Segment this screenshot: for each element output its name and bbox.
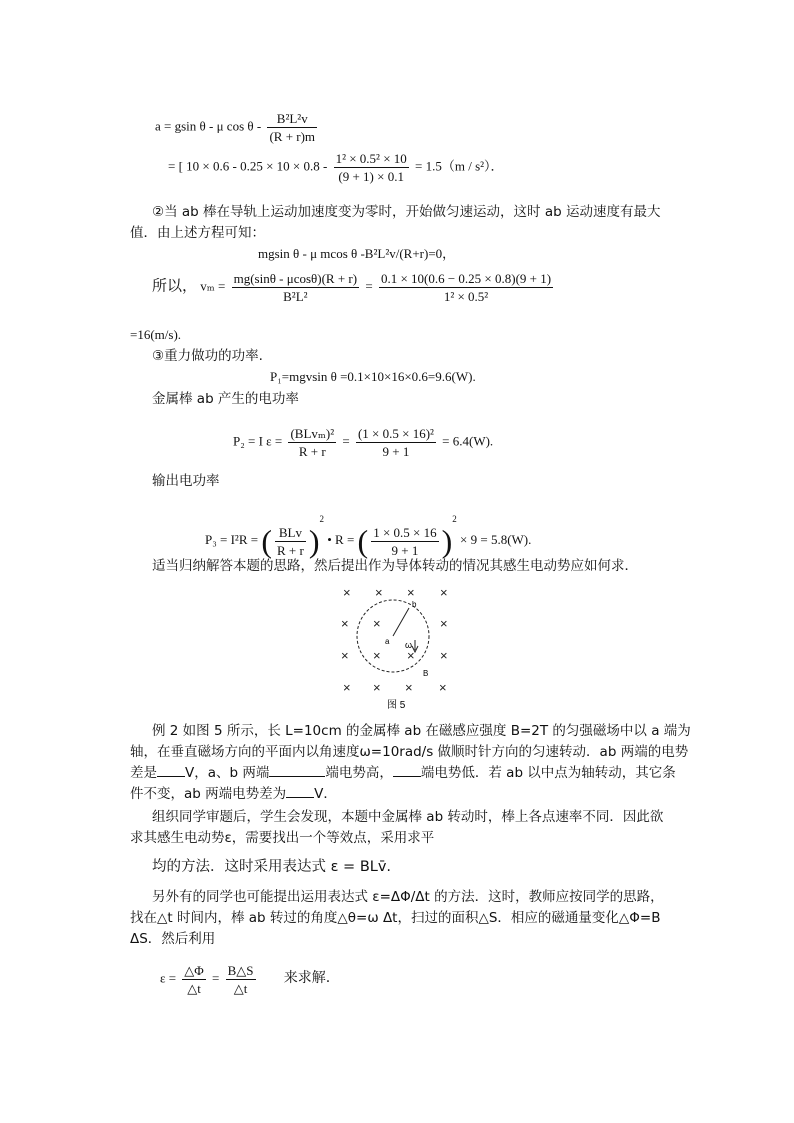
example-line: 例 2 如图 5 所示，长 L=10cm 的金属棒 ab 在磁感应强度 B=2T 的匀强磁场中以 a 端为: [152, 723, 691, 739]
paragraph-line: 均的方法．这时采用表达式 ε = BLv̄.: [152, 859, 392, 875]
eq-lhs: a = gsin θ - μ cos θ -: [155, 118, 262, 134]
fraction: [232, 270, 360, 305]
paragraph-line: 求其感生电动势ε，需要找出一个等效点，采用求平: [130, 830, 435, 846]
denominator: B²L²: [283, 289, 308, 304]
paragraph-line: 适当归纳解答本题的思路，然后提出作为导体转动的情况其感生电动势应如何求．: [152, 558, 638, 574]
answer-blank: [157, 764, 185, 777]
fraction: [275, 524, 306, 559]
field-cross: ×: [440, 648, 448, 663]
label-B: B: [423, 669, 429, 678]
left-paren: (: [357, 523, 369, 560]
denominator: 9 + 1: [382, 444, 410, 459]
denominator: 1² × 0.5²: [443, 289, 489, 304]
eq-sign: =: [212, 970, 220, 986]
eq-prefix: = [ 10 × 0.6 - 0.25 × 10 × 0.8 -: [168, 158, 328, 174]
text-segment: 件不变，ab 两端电势差为: [130, 786, 287, 802]
answer-blank: [393, 764, 421, 777]
eq-result: × 9 = 5.8(W).: [460, 532, 532, 547]
field-cross: ×: [407, 585, 415, 600]
eq-sign: =: [365, 278, 373, 294]
item-heading: ③重力做功的功率.: [152, 348, 263, 364]
numerator: (BLvₘ)²: [290, 426, 335, 441]
figure-rotating-rod: [335, 582, 475, 712]
metal-rod: [393, 608, 409, 636]
text-segment: 端电势高，: [325, 765, 393, 781]
field-cross: ×: [440, 616, 448, 631]
paragraph-line: 另外有的同学也可能提出运用表达式 ε=ΔΦ/Δt 的方法．这时，教师应按同学的思路，: [152, 889, 664, 905]
field-cross: ×: [373, 680, 381, 695]
numerator: △Φ: [184, 963, 204, 978]
text-segment: V．: [314, 786, 337, 802]
field-cross: ×: [405, 680, 413, 695]
denominator: R + r: [298, 444, 326, 459]
label-omega: ω: [405, 640, 413, 650]
denominator: △t: [187, 981, 201, 996]
eq-lhs: ε =: [160, 970, 177, 986]
magnetic-field-crosses: [341, 585, 448, 695]
denominator: △t: [233, 981, 248, 996]
text-segment: 差是: [130, 765, 157, 781]
equation-balance: mgsin θ - μ mcos θ -B²L²v/(R+r)=0，: [258, 246, 456, 261]
numerator: 1 × 0.5 × 16: [373, 524, 437, 540]
paragraph-line: 找在△t 时间内，棒 ab 转过的角度△θ=ω Δt，扫过的面积△S．相应的磁通量变化△Φ=B: [130, 910, 661, 926]
paragraph-line: ②当 ab 棒在导轨上运动加速度变为零时，开始做匀速运动，这时 ab 运动速度有最大: [152, 204, 661, 220]
field-cross: ×: [343, 585, 351, 600]
exponent: 2: [452, 514, 457, 524]
equation-acceleration-value: [168, 150, 504, 185]
equation-output-power: [205, 510, 531, 559]
fraction: [226, 962, 256, 997]
numerator: 0.1 × 10(0.6 − 0.25 × 0.8)(9 + 1): [380, 271, 552, 286]
field-cross: ×: [373, 648, 381, 663]
figure-caption: 图 5: [387, 700, 406, 711]
exponent: 2: [319, 514, 324, 524]
eq-sign: =: [342, 433, 350, 449]
eq-lhs: P₃ = I²R =: [205, 532, 259, 547]
field-cross: ×: [375, 585, 383, 600]
field-cross: ×: [440, 585, 448, 600]
numerator: (1 × 0.5 × 16)²: [357, 426, 434, 441]
fraction: [288, 425, 336, 460]
denominator: (9 + 1) × 0.1: [338, 169, 404, 184]
equation-max-velocity: [152, 270, 556, 305]
field-cross: ×: [343, 680, 351, 695]
left-paren: (: [261, 523, 272, 560]
equation-acceleration: [155, 110, 320, 145]
fraction: [356, 425, 436, 460]
example-line: [130, 764, 676, 782]
label-line: 金属棒 ab 产生的电功率: [152, 391, 299, 407]
paragraph-line: 组织同学审题后，学生会发现，本题中金属棒 ab 转动时，棒上各点速率不同．因此欲: [152, 809, 664, 825]
field-cross: ×: [407, 648, 415, 663]
fraction: [371, 524, 438, 559]
denominator: 9 + 1: [391, 542, 419, 558]
field-cross: ×: [341, 616, 349, 631]
label-a: a: [385, 637, 390, 646]
paragraph-line: 值．由上述方程可知：: [130, 225, 265, 241]
eq-vm: vₘ =: [200, 278, 226, 294]
denominator: (R + r)m: [269, 129, 316, 144]
field-cross: ×: [439, 680, 447, 695]
answer-blank: [269, 764, 325, 777]
equation-electric-power: [233, 425, 493, 460]
numerator: 1² × 0.5² × 10: [335, 151, 407, 166]
equation-gravity-power: P₁=mgvsin θ =0.1×10×16×0.6=9.6(W).: [270, 369, 476, 384]
text-segment: 端电势低．若 ab 以中点为轴转动，其它条: [420, 765, 676, 781]
result-line: =16(m/s).: [130, 327, 182, 342]
paragraph-line: ΔS．然后利用: [130, 931, 216, 947]
eq-result: = 6.4(W).: [442, 433, 494, 449]
label-line: 输出电功率: [152, 473, 220, 489]
denominator: R + r: [276, 542, 304, 558]
right-paren: ): [441, 523, 453, 560]
fraction: [379, 270, 553, 305]
fraction: [182, 962, 206, 997]
field-cross: ×: [341, 648, 349, 663]
right-paren: ): [308, 523, 320, 560]
eq-result: = 1.5（m / s²）．: [415, 158, 504, 174]
numerator: mg(sinθ - μcosθ)(R + r): [233, 271, 358, 286]
fraction: [334, 150, 409, 185]
label-b: b: [412, 600, 417, 609]
eq-prefix: 所以，: [152, 276, 198, 295]
example-line: [130, 785, 337, 803]
answer-blank: [286, 785, 314, 798]
numerator: B²L²v: [267, 110, 317, 128]
eq-tail: 来求解.: [283, 970, 331, 987]
numerator: BLv: [275, 524, 306, 542]
eq-dot: • R =: [327, 532, 355, 547]
text-segment: V，a、b 两端: [185, 765, 270, 781]
field-cross: ×: [373, 616, 381, 631]
eq-lhs: P₂ = I ε =: [233, 433, 283, 449]
numerator: B△S: [227, 963, 254, 978]
equation-emf: [160, 962, 330, 997]
example-line: 轴，在垂直磁场方向的平面内以角速度ω=10rad/s 做顺时针方向的匀速转动．ab 两端的电势: [130, 744, 689, 760]
fraction: [267, 110, 317, 145]
